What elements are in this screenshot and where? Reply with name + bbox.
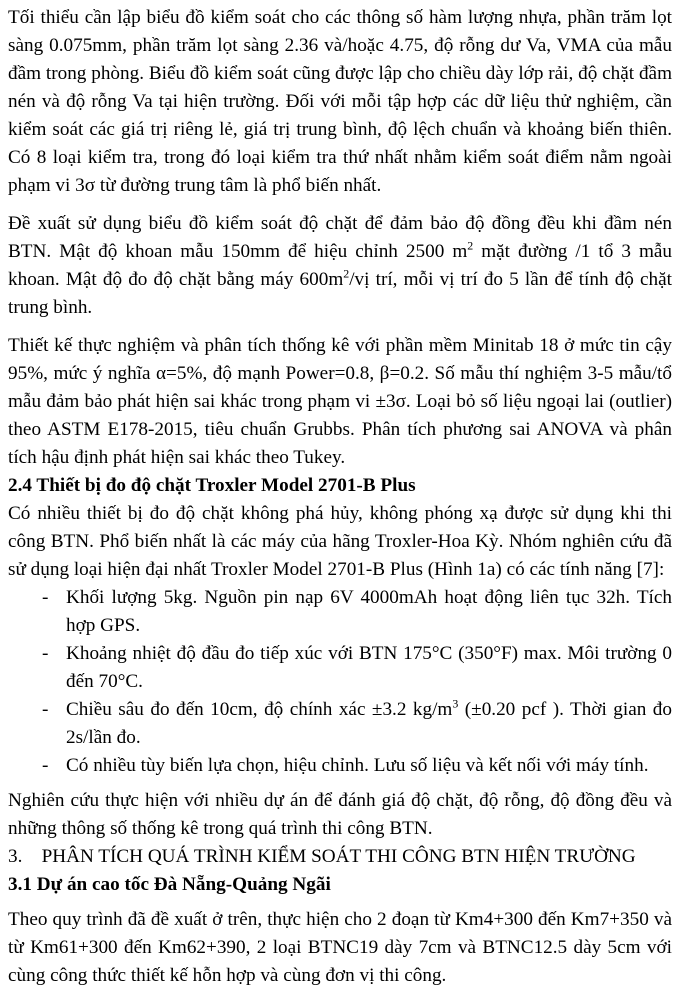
paragraph-density-proposal-part3: /vị trí, mỗi vị trí đo 5 lần để tính độ chặt trung bình. (8, 269, 672, 318)
superscript-cube: 3 (452, 696, 459, 711)
troxler-feature-list (8, 584, 672, 780)
heading-section-3-1: 3.1 Dự án cao tốc Đà Nẵng-Quảng Ngãi (8, 874, 331, 895)
paragraph-project-scope: Theo quy trình đã đề xuất ở trên, thực hiện cho 2 đoạn từ Km4+300 đến Km7+350 và từ Km61+300 đến Km62+390, 2 loại BTNC19 dày 7cm và BTNC12.5 dày 5cm với cùng công thức thiết kế hỗn hợp và cùng đơn vị thi công. (8, 909, 672, 986)
list-item-text: Khối lượng 5kg. Nguồn pin nạp 6V 4000mAh hoạt động liên tục 32h. Tích hợp GPS. (66, 587, 672, 636)
list-item-text-part1: Chiều sâu đo đến 10cm, độ chính xác ±3.2 kg/m (66, 699, 453, 720)
bullet-dash-icon: - (42, 699, 49, 720)
heading-section-2-4: 2.4 Thiết bị đo độ chặt Troxler Model 2701-B Plus (8, 475, 416, 496)
list-item (16, 696, 672, 752)
paragraph-experiment-design: Thiết kế thực nghiệm và phân tích thống kê với phần mềm Minitab 18 ở mức tin cậy 95%, mức ý nghĩa α=5%, độ mạnh Power=0.8, β=0.2. Số mẫu thí nghiệm 3-5 mẫu/tổ mẫu đảm bảo phát hiện sai khác trong phạm vi ±3σ. Loại bỏ số liệu ngoại lai (outlier) theo ASTM E178-2015, tiêu chuẩn Grubbs. Phân tích phương sai ANOVA và phân tích hậu định phát hiện sai khác theo Tukey. (8, 335, 672, 468)
bullet-dash-icon: - (42, 755, 49, 776)
list-item-text: Khoảng nhiệt độ đầu đo tiếp xúc với BTN 175°C (350°F) max. Môi trường 0 đến 70°C. (66, 643, 672, 692)
paragraph-density-proposal-part1: Đề xuất sử dụng biểu đồ kiểm soát độ chặt để đảm bảo độ đồng đều khi đầm nén BTN. Mật độ khoan mẫu 150mm để hiệu chỉnh 2500 m (8, 213, 672, 262)
paragraph-density-proposal (8, 210, 672, 322)
paragraph-density-proposal-part2: mặt đường /1 tổ 3 mẫu khoan. Mật độ đo độ chặt bằng máy 600m (8, 241, 672, 290)
superscript-square-2: 2 (343, 266, 350, 281)
list-item (16, 584, 672, 640)
paragraph-research-projects: Nghiên cứu thực hiện với nhiều dự án để đánh giá độ chặt, độ rỗng, độ đồng đều và những thông số thống kê trong quá trình thi công BTN. (8, 790, 672, 839)
list-item (16, 640, 672, 696)
bullet-dash-icon: - (42, 643, 49, 664)
list-item (16, 752, 672, 780)
paragraph-troxler-intro: Có nhiều thiết bị đo độ chặt không phá hủy, không phóng xạ được sử dụng khi thi công BTN. Phổ biến nhất là các máy của hãng Troxler-Hoa Kỳ. Nhóm nghiên cứu đã sử dụng loại hiện đại nhất Troxler Model 2701-B Plus (Hình 1a) có các tính năng [7]: (8, 503, 672, 580)
list-item-text-part2: (±0.20 pcf ). Thời gian đo 2s/lần đo. (66, 699, 672, 748)
paragraph-control-chart-params: Tối thiểu cần lập biểu đồ kiểm soát cho các thông số hàm lượng nhựa, phần trăm lọt sàng 0.075mm, phần trăm lọt sàng 2.36 và/hoặc 4.75, độ rỗng dư Va, VMA của mẫu đầm trong phòng. Biểu đồ kiểm soát cũng được lập cho chiều dày lớp rải, độ chặt đầm nén và độ rỗng Va tại hiện trường. Đối với mỗi tập hợp các dữ liệu thử nghiệm, cần kiểm soát các giá trị riêng lẻ, giá trị trung bình, độ lệch chuẩn và khoảng biến thiên. Có 8 loại kiểm tra, trong đó loại kiểm tra thứ nhất nhằm kiểm soát điểm nằm ngoài phạm vi 3σ từ đường trung tâm là phổ biến nhất. (8, 7, 672, 196)
bullet-dash-icon: - (42, 587, 49, 608)
list-item-text: Có nhiều tùy biến lựa chọn, hiệu chỉnh. Lưu số liệu và kết nối với máy tính. (66, 755, 649, 776)
heading-section-3: 3. PHÂN TÍCH QUÁ TRÌNH KIỂM SOÁT THI CÔNG BTN HIỆN TRƯỜNG (8, 846, 636, 867)
superscript-square-1: 2 (467, 238, 474, 253)
